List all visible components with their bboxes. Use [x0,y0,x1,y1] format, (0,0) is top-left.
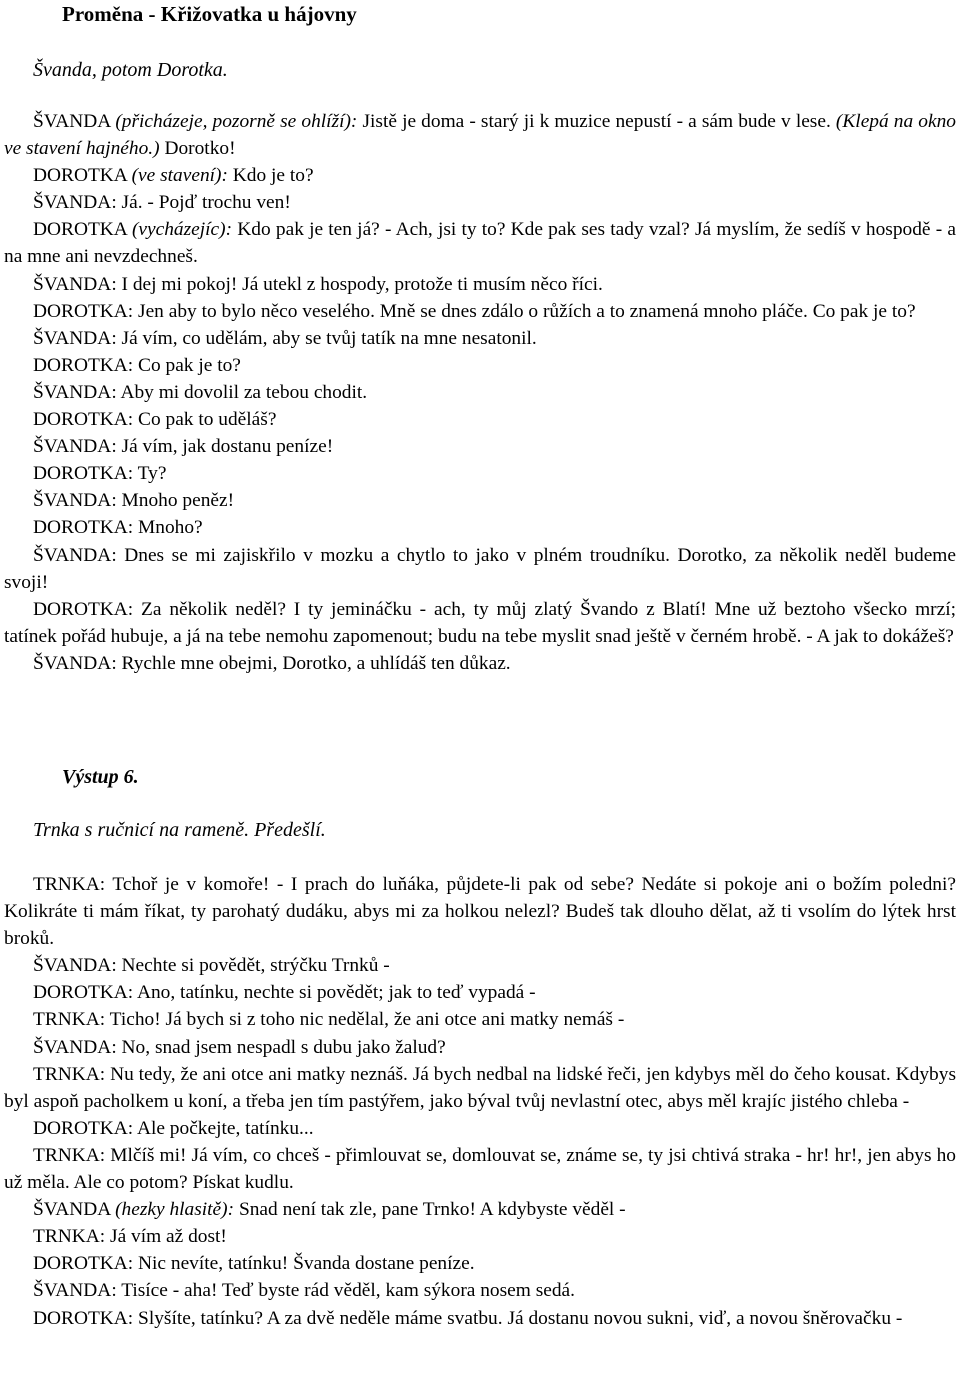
speaker: ŠVANDA [33,436,112,458]
dialog-text: : Nu tedy, že ani otce ani matky neznáš. Já bych nedbal na lidské řeči, jen kdybys měl do čeho kousat. Kdybys byl aspoň pacholkem u koní, a třeba jen tím pastýřem, jako býval tvůj nevlastní otec, abys měl krajíc jistého chleba - [4,1063,956,1112]
dialog-line [4,352,956,379]
speaker: DOROTKA [33,354,128,376]
dialog-line [4,871,956,952]
dialog-text: : Ty? [127,463,167,485]
stage-direction: (vycházejíc): [131,219,233,241]
speaker: DOROTKA [33,1117,128,1139]
dialog-line [4,952,956,979]
speaker: TRNKA [33,874,100,895]
dialog-text: : Nic nevíte, tatínku! Švanda dostane peníze. [127,1253,475,1275]
speaker: ŠVANDA [33,1199,111,1221]
speaker: TRNKA [33,1063,100,1085]
dialog-line [4,1061,956,1115]
dialog-line [4,1250,956,1277]
speaker: ŠVANDA [33,327,112,349]
dialog-line [4,650,956,677]
dialog-text: : Ano, tatínku, nechte si povědět; jak to teď vypadá - [127,982,536,1004]
dialog-text: : Já vím, co udělám, aby se tvůj tatík na mne nesatonil. [111,327,537,349]
dialog-line [4,379,956,406]
dialog-line [4,1115,956,1142]
dialog-line [4,162,956,189]
dialog-line [4,1034,956,1061]
stage-direction: (přicházeje, pozorně se ohlíží): [115,111,358,132]
dialog-line [4,1305,956,1332]
dialog-line [4,1277,956,1304]
dialog-line [4,542,956,596]
dialog-text: : Ale počkejte, tatínku... [127,1117,314,1139]
dialog-text: : Mlčíš mi! Já vím, co chceš - přimlouvat se, domlouvat se, známe se, ty jsi chtivá straka - hr! hr!, jen abys ho už měla. Ale co potom? Pískat kudlu. [4,1144,956,1194]
speaker: DOROTKA [33,598,128,620]
speaker: ŠVANDA [33,955,112,977]
speaker: DOROTKA [33,300,128,322]
dialog-line [4,514,956,541]
dialog-line [4,1196,956,1223]
dialog-text: : Mnoho? [127,517,203,539]
dialog-block-1 [4,108,956,677]
dialog-text: Kdo je to? [227,165,314,187]
speaker: ŠVANDA [33,381,112,403]
stage-direction: (ve stavení): [131,165,228,187]
speaker: ŠVANDA [33,1280,112,1302]
speaker: ŠVANDA [33,111,111,132]
speaker: DOROTKA [33,409,128,431]
speaker: DOROTKA [33,165,127,187]
speaker: ŠVANDA [33,490,112,512]
dialog-line [4,979,956,1006]
scene-note: Trnka s ručnicí na rameně. Předešlí. [33,819,326,841]
speaker: ŠVANDA [33,1036,112,1058]
dialog-text: : Nechte si povědět, strýčku Trnků - [111,955,390,977]
dialog-line [4,433,956,460]
stage-direction: (hezky hlasitě): [115,1199,235,1221]
dialog-text: Snad není tak zle, pane Trnko! A kdybyste věděl - [234,1199,626,1221]
speaker: TRNKA [33,1009,100,1031]
dialog-line [4,271,956,298]
dialog-line [4,189,956,216]
speaker: DOROTKA [33,517,128,539]
dialog-text: Dorotko! [159,138,236,160]
dialog-text: : Rychle mne obejmi, Dorotko, a uhlídáš ten důkaz. [111,652,511,674]
speaker: TRNKA [33,1144,100,1166]
dialog-text: : Ticho! Já bych si z toho nic nedělal, že ani otce ani matky nemáš - [99,1009,625,1031]
dialog-line [4,108,956,162]
speaker: DOROTKA [33,982,128,1004]
speaker: TRNKA [33,1226,100,1248]
speaker: DOROTKA [33,463,128,485]
dialog-text: : Já vím až dost! [99,1226,227,1248]
speaker: DOROTKA [33,219,127,241]
scene-note: Švanda, potom Dorotka. [33,59,228,81]
dialog-line [4,1006,956,1033]
dialog-text: : Aby mi dovolil za tebou chodit. [111,381,368,403]
dialog-text: Jistě je doma - starý ji k muzice nepustí - a sám bude v lese. [357,111,831,132]
speaker: DOROTKA [33,1307,128,1329]
dialog-block-2 [4,871,956,1332]
dialog-line [4,406,956,433]
dialog-line [4,1142,956,1196]
dialog-text: : Tchoř je v komoře! - I prach do luňáka, půjdete-li pak od sebe? Nedáte si pokoje ani o božím poledni? Kolikráte ti mám říkat, ty parohatý dudáku, abys mi za holkou nelezl? Budeš tak dlouho dělat, až ti vsolím do lýtek hrst broků. [4,874,956,950]
dialog-line [4,596,956,650]
dialog-text: : Já. - Pojď trochu ven! [111,192,291,214]
dialog-text: : No, snad jsem nespadl s dubu jako žalud? [111,1036,446,1058]
speaker: ŠVANDA [33,273,112,295]
speaker: ŠVANDA [33,652,112,674]
dialog-text: : Co pak to uděláš? [127,409,277,431]
dialog-text: : Dnes se mi zajiskřilo v mozku a chytlo to jako v plném troudníku. Dorotko, za několik neděl budeme svoji! [4,544,956,593]
dialog-text: : Tisíce - aha! Teď byste rád věděl, kam sýkora nosem sedá. [111,1280,576,1302]
dialog-line [4,460,956,487]
dialog-text: : I dej mi pokoj! Já utekl z hospody, protože ti musím něco říci. [111,273,603,295]
speaker: DOROTKA [33,1253,128,1275]
dialog-text: : Já vím, jak dostanu peníze! [111,436,334,458]
dialog-text: : Co pak je to? [127,354,241,376]
dialog-line [4,298,956,325]
dialog-text: : Slyšíte, tatínku? A za dvě neděle máme svatbu. Já dostanu novou sukni, viď, a novou šněrovačku - [127,1307,903,1329]
dialog-line [4,325,956,352]
section-heading: Výstup 6. [62,766,139,788]
dialog-text: : Mnoho peněz! [111,490,235,512]
dialog-text: : Za několik neděl? I ty jemináčku - ach, ty můj zlatý Švando z Blatí! Mne už beztoho všecko mrzí; tatínek pořád hubuje, a já na tebe nemohu zapomenout; budu na tebe myslit snad ještě v černém hrobě. - A jak to dokážeš? [4,598,956,647]
dialog-text: : Jen aby to bylo něco veselého. Mně se dnes zdálo o růžích a to znamená mnoho pláče. Co pak je to? [127,300,916,322]
dialog-text: Kdo pak je ten já? - Ach, jsi ty to? Kde pak ses tady vzal? Já myslím, že sedíš v hospodě - a na mne ani nevzdechneš. [4,219,956,268]
speaker: ŠVANDA [33,192,112,214]
dialog-line [4,1223,956,1250]
speaker: ŠVANDA [33,544,112,566]
page-title: Proměna - Křižovatka u hájovny [62,2,357,26]
stage-direction: (Klepá na okno ve stavení hajného.) [4,111,956,160]
dialog-line [4,487,956,514]
dialog-line [4,216,956,270]
